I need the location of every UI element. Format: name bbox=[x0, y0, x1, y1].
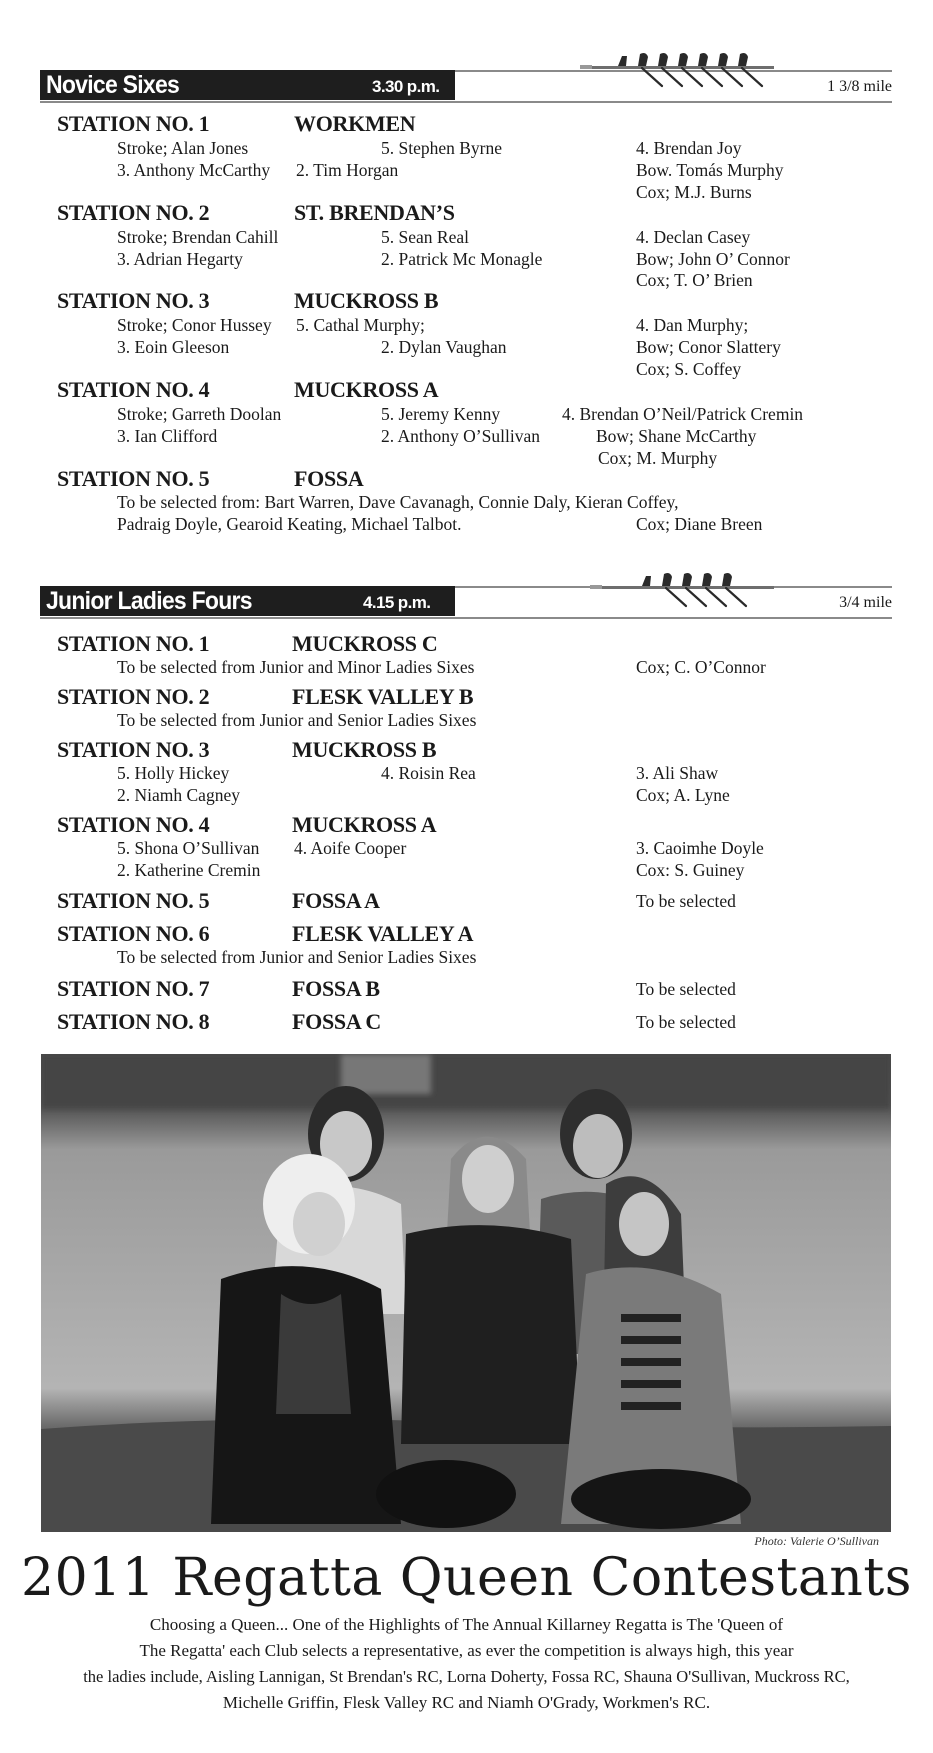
crew-member: 4. Brendan Joy bbox=[636, 138, 742, 158]
crew-member: 5. Stephen Byrne bbox=[381, 138, 503, 158]
selection-note: To be selected from Junior and Senior Ladies Sixes bbox=[117, 947, 477, 967]
selection-note: To be selected from: Bart Warren, Dave Cavanagh, Connie Daly, Kieran Coffey, bbox=[117, 492, 679, 512]
feature-body-line: Choosing a Queen... One of the Highlights of The Annual Killarney Regatta is The 'Queen of bbox=[149, 1615, 784, 1634]
crew-member: Stroke; Conor Hussey bbox=[117, 315, 272, 335]
rowing-eight-icon bbox=[580, 48, 800, 92]
cox: Cox; T. O’ Brien bbox=[636, 270, 753, 290]
station-club: FOSSA C bbox=[292, 1009, 381, 1034]
station-number: STATION NO. 2 bbox=[57, 200, 210, 225]
station-club: MUCKROSS A bbox=[294, 377, 439, 402]
crew-member: 2. Tim Horgan bbox=[296, 160, 399, 180]
station-number: STATION NO. 1 bbox=[57, 631, 210, 656]
crew-member: 4. Dan Murphy; bbox=[636, 315, 749, 335]
contestants-photo bbox=[41, 1054, 891, 1532]
station-number: STATION NO. 3 bbox=[57, 737, 210, 762]
crew-member: Stroke; Garreth Doolan bbox=[117, 404, 282, 424]
crew-member: 4. Aoife Cooper bbox=[294, 838, 407, 858]
station-club: FLESK VALLEY B bbox=[292, 684, 474, 709]
selection-note: To be selected bbox=[636, 979, 736, 999]
station-club: FOSSA A bbox=[292, 888, 380, 913]
station-club: FOSSA B bbox=[292, 976, 380, 1001]
cox: Cox; A. Lyne bbox=[636, 785, 730, 805]
crew-member: 3. Caoimhe Doyle bbox=[636, 838, 764, 858]
feature-body-line: the ladies include, Aisling Lannigan, St Brendan's RC, Lorna Doherty, Fossa RC, Shauna O'Sullivan, Muckross RC, bbox=[83, 1667, 850, 1686]
crew-member: Bow; John O’ Connor bbox=[636, 249, 790, 269]
race-time: 3.30 p.m. bbox=[372, 77, 440, 96]
crew-member: Stroke; Brendan Cahill bbox=[117, 227, 279, 247]
cox: Cox; C. O’Connor bbox=[636, 657, 766, 677]
cox: Cox; S. Coffey bbox=[636, 359, 742, 379]
crew-member: Stroke; Alan Jones bbox=[117, 138, 249, 158]
crew-member: 2. Patrick Mc Monagle bbox=[381, 249, 543, 269]
crew-member: 3. Ian Clifford bbox=[117, 426, 218, 446]
station-club: MUCKROSS B bbox=[294, 288, 439, 313]
crew-member: 4. Roisin Rea bbox=[381, 763, 476, 783]
feature-body bbox=[40, 1612, 893, 1716]
station-club: MUCKROSS A bbox=[292, 812, 437, 837]
race-title-bar bbox=[40, 70, 455, 100]
station-club: MUCKROSS B bbox=[292, 737, 437, 762]
crew-member: Bow; Shane McCarthy bbox=[596, 426, 757, 446]
crew-member: 4. Brendan O’Neil/Patrick Cremin bbox=[562, 404, 804, 424]
race-distance: 1 3/8 mile bbox=[827, 78, 892, 95]
race-distance: 3/4 mile bbox=[839, 594, 892, 611]
station-number: STATION NO. 4 bbox=[57, 812, 210, 837]
crew-member: 3. Eoin Gleeson bbox=[117, 337, 230, 357]
station-number: STATION NO. 3 bbox=[57, 288, 210, 313]
header-rule-bottom bbox=[40, 101, 892, 103]
header-rule-bottom bbox=[40, 617, 892, 619]
cox: Cox; Diane Breen bbox=[636, 514, 763, 534]
photo-illustration bbox=[41, 1054, 891, 1532]
crew-member: 3. Anthony McCarthy bbox=[117, 160, 271, 180]
cox: Cox: S. Guiney bbox=[636, 860, 745, 880]
cox: Cox; M. Murphy bbox=[598, 448, 718, 468]
cox: Cox; M.J. Burns bbox=[636, 182, 752, 202]
feature-body-line: The Regatta' each Club selects a representative, as ever the competition is always high, this year bbox=[139, 1641, 794, 1660]
crew-member: 2. Anthony O’Sullivan bbox=[381, 426, 540, 446]
crew-member: 5. Cathal Murphy; bbox=[296, 315, 425, 335]
station-number: STATION NO. 4 bbox=[57, 377, 210, 402]
station-number: STATION NO. 2 bbox=[57, 684, 210, 709]
selection-note: To be selected bbox=[636, 1012, 736, 1032]
crew-member: Bow; Conor Slattery bbox=[636, 337, 781, 357]
selection-note: To be selected from Junior and Minor Ladies Sixes bbox=[117, 657, 475, 677]
crew-member: 3. Adrian Hegarty bbox=[117, 249, 243, 269]
race-time: 4.15 p.m. bbox=[363, 593, 431, 612]
rowing-four-icon bbox=[590, 568, 810, 612]
feature-title: 2011 Regatta Queen Contestants bbox=[20, 1548, 912, 1608]
crew-member: 3. Ali Shaw bbox=[636, 763, 719, 783]
crew-member: 2. Niamh Cagney bbox=[117, 785, 240, 805]
station-club: MUCKROSS C bbox=[292, 631, 438, 656]
race-title: Novice Sixes bbox=[46, 71, 180, 99]
selection-note: To be selected bbox=[636, 891, 736, 911]
crew-member: 2. Dylan Vaughan bbox=[381, 337, 507, 357]
selection-note: Padraig Doyle, Gearoid Keating, Michael Talbot. bbox=[117, 514, 462, 534]
photo-credit: Photo: Valerie O’Sullivan bbox=[754, 1534, 879, 1548]
race-title: Junior Ladies Fours bbox=[46, 587, 252, 615]
station-club: WORKMEN bbox=[294, 111, 416, 136]
race-title-bar bbox=[40, 586, 455, 616]
station-club: ST. BRENDAN’S bbox=[294, 200, 455, 225]
station-number: STATION NO. 6 bbox=[57, 921, 210, 946]
crew-member: 5. Jeremy Kenny bbox=[381, 404, 501, 424]
station-number: STATION NO. 1 bbox=[57, 111, 210, 136]
crew-member: 5. Sean Real bbox=[381, 227, 469, 247]
station-club: FLESK VALLEY A bbox=[292, 921, 474, 946]
station-number: STATION NO. 5 bbox=[57, 888, 210, 913]
crew-member: 5. Holly Hickey bbox=[117, 763, 230, 783]
station-club: FOSSA bbox=[294, 466, 364, 491]
feature-body-line: Michelle Griffin, Flesk Valley RC and Niamh O'Grady, Workmen's RC. bbox=[222, 1693, 711, 1712]
crew-member: 4. Declan Casey bbox=[636, 227, 751, 247]
crew-member: Bow. Tomás Murphy bbox=[636, 160, 784, 180]
selection-note: To be selected from Junior and Senior Ladies Sixes bbox=[117, 710, 477, 730]
crew-member: 5. Shona O’Sullivan bbox=[117, 838, 260, 858]
station-number: STATION NO. 8 bbox=[57, 1009, 210, 1034]
station-number: STATION NO. 5 bbox=[57, 466, 210, 491]
station-number: STATION NO. 7 bbox=[57, 976, 210, 1001]
crew-member: 2. Katherine Cremin bbox=[117, 860, 261, 880]
